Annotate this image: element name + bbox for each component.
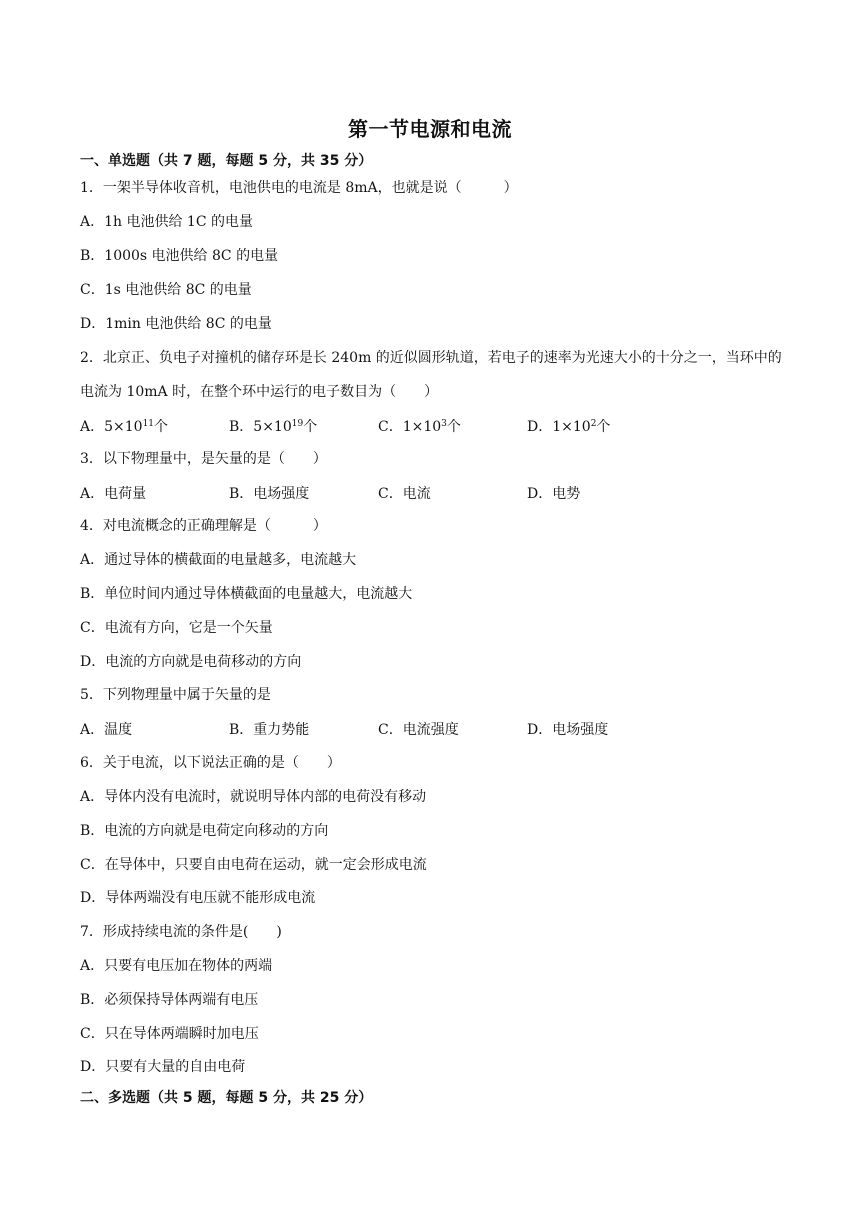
question-7-option-c: C．只在导体两端瞬时加电压 xyxy=(80,1026,259,1042)
question-5-options xyxy=(80,719,780,739)
question-2-option-d: D．$1\times 10^2$个 xyxy=(527,419,611,435)
question-6-option-a: A．导体内没有电流时，就说明导体内部的电荷没有移动 xyxy=(80,789,427,805)
question-4-stem: 4．对电流概念的正确理解是（ ） xyxy=(80,518,327,534)
question-7-stem: 7．形成持续电流的条件是( ) xyxy=(80,924,282,940)
question-4-option-a: A．通过导体的横截面的电量越多，电流越大 xyxy=(80,552,357,568)
question-1-option-d: D．1min 电池供给 8C 的电量 xyxy=(80,316,272,332)
question-2-option-c: C．$1\times 10^3$个 xyxy=(378,419,461,435)
question-3-option-c: C．电流 xyxy=(378,486,431,502)
question-2-option-a: A．$5\times 10^{11}$个 xyxy=(80,419,169,435)
page-title: 第一节电源和电流 xyxy=(348,117,512,141)
question-1-stem: 1．一架半导体收音机，电池供电的电流是 8mA，也就是说（ ） xyxy=(80,180,518,196)
question-6-stem: 6．关于电流，以下说法正确的是（ ） xyxy=(80,755,341,771)
question-6-option-b: B．电流的方向就是电荷定向移动的方向 xyxy=(80,823,329,839)
question-2-options xyxy=(80,416,780,436)
question-5-option-d: D．电场强度 xyxy=(527,722,609,738)
question-1-option-b: B．1000s 电池供给 8C 的电量 xyxy=(80,248,279,264)
question-7-option-b: B．必须保持导体两端有电压 xyxy=(80,992,259,1008)
question-7-option-a: A．只要有电压加在物体的两端 xyxy=(80,958,273,974)
question-5-stem: 5．下列物理量中属于矢量的是 xyxy=(80,687,271,703)
question-5-option-a: A．温度 xyxy=(80,722,133,738)
question-4-option-b: B．单位时间内通过导体横截面的电量越大，电流越大 xyxy=(80,586,413,602)
question-4-option-c: C．电流有方向，它是一个矢量 xyxy=(80,620,273,636)
question-4-option-d: D．电流的方向就是电荷移动的方向 xyxy=(80,654,302,670)
question-3-stem: 3．以下物理量中，是矢量的是（ ） xyxy=(80,451,327,467)
question-3-options xyxy=(80,483,780,503)
question-3-option-a: A．电荷量 xyxy=(80,486,147,502)
section-heading-single-choice: 一、单选题（共 7 题，每题 5 分，共 35 分） xyxy=(80,153,373,169)
question-6-option-d: D．导体两端没有电压就不能形成电流 xyxy=(80,890,316,906)
question-3-option-b: B．电场强度 xyxy=(229,486,310,502)
question-1-option-a: A．1h 电池供给 1C 的电量 xyxy=(80,214,254,230)
question-3-option-d: D．电势 xyxy=(527,486,581,502)
question-5-option-c: C．电流强度 xyxy=(378,722,459,738)
question-2-option-b: B．$5\times 10^{19}$个 xyxy=(229,419,318,435)
question-6-option-c: C．在导体中，只要自由电荷在运动，就一定会形成电流 xyxy=(80,857,427,873)
question-7-option-d: D．只要有大量的自由电荷 xyxy=(80,1059,246,1075)
question-2-stem: 2．北京正、负电子对撞机的储存环是长 240m 的近似圆形轨道，若电子的速率为光速大小的十分之一，当环中的电流为 10mA 时，在整个环中运行的电子数目为（ ） xyxy=(80,350,782,400)
section-heading-multiple-choice: 二、多选题（共 5 题，每题 5 分，共 25 分） xyxy=(80,1090,373,1106)
question-5-option-b: B．重力势能 xyxy=(229,722,310,738)
question-1-option-c: C．1s 电池供给 8C 的电量 xyxy=(80,282,252,298)
